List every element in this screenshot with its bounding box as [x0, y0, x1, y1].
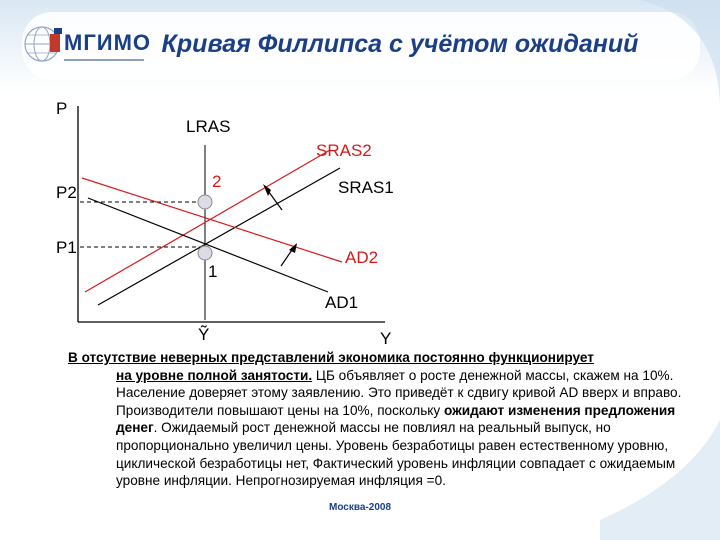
point-1-label: 1: [208, 262, 218, 281]
axis-y-label: P: [56, 99, 68, 118]
text-conclusion: . Ожидаемый рост денежной массы не повлиял на реальный выпуск, но пропорционально увеличил цены. Уровень безработицы равен естественному уровню, циклической безработицы нет, Фактический уровень инфляции совпадает с ожидаемым уровне инфляции. Непрогнозируемая инфляция =0.: [116, 420, 676, 489]
p1-label: P1: [56, 238, 77, 257]
ad2-label: AD2: [345, 248, 379, 267]
explanation-text: [68, 349, 698, 490]
text-expectations: ожидают изменения предложения денег: [116, 402, 676, 436]
text-full-employment: на уровне полной занятости.: [116, 367, 313, 383]
slide-title: Кривая Филлипса с учётом ожиданий: [161, 30, 639, 58]
p2-label: P2: [56, 183, 77, 202]
sras1-label: SRAS1: [338, 178, 394, 197]
point-1-marker: [198, 246, 212, 260]
potential-output-label: Ỹ: [198, 325, 210, 344]
axis-x-label: Y: [380, 329, 392, 348]
point-2-marker: [198, 195, 212, 209]
text-line-1: В отсутствие неверных представлений экономика постоянно функционирует: [68, 350, 594, 365]
sras2-label: SRAS2: [316, 141, 372, 160]
footer-text: Москва-2008: [328, 502, 392, 513]
logo-text: МГИМО: [64, 30, 152, 55]
ad1-label: AD1: [325, 293, 359, 312]
text-cb-announcement: ЦБ объявляет о росте денежной массы, скажем на 10%. Население доверяет этому заявлению. Это приведёт к сдвигу кривой AD вверх и вправо. Производители повышают цены на 10%, поскольку: [116, 367, 682, 418]
lras-label: LRAS: [186, 117, 231, 136]
point-2-label: 2: [212, 172, 222, 191]
